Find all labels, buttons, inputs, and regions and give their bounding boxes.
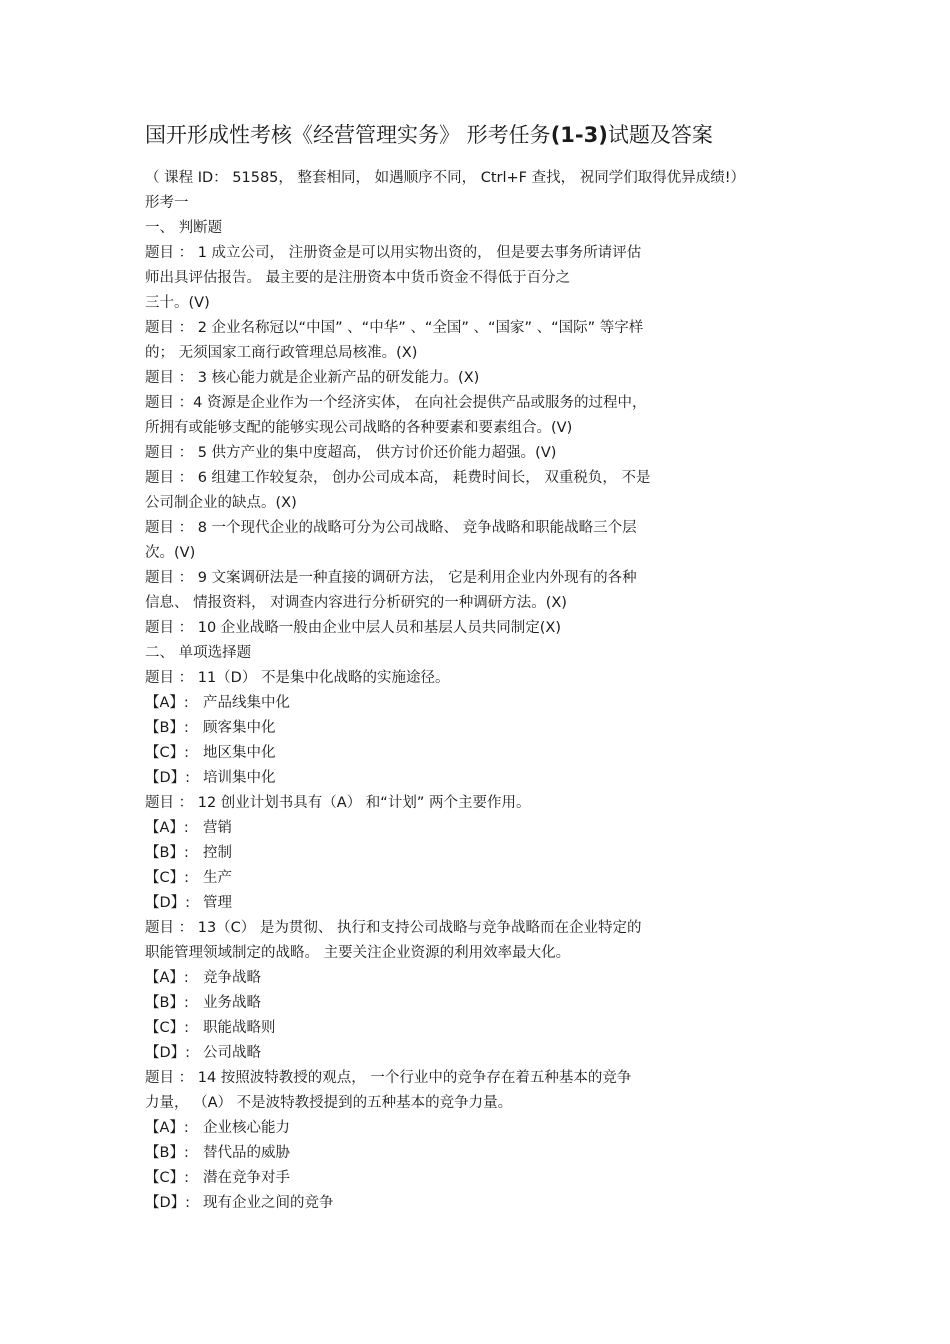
text-line (145, 916, 845, 941)
text-line (145, 941, 845, 966)
answer-option (145, 691, 845, 716)
option-key: 【B】: (145, 720, 189, 736)
text-line (145, 166, 845, 191)
option-key: 【A】: (145, 820, 189, 836)
option-text: 现有企业之间的竞争 (203, 1195, 334, 1211)
text-line (145, 316, 845, 341)
option-key: 【C】: (145, 1170, 190, 1186)
option-text: 企业核心能力 (203, 1120, 290, 1136)
option-key: 【D】: (145, 1195, 191, 1211)
option-text: 竞争战略 (203, 970, 261, 986)
option-key: 【A】: (145, 695, 189, 711)
line-text: 题目 ： 14 按照波特教授的观点， 一个行业中的竞争存在着五种基本的竞争 (145, 1070, 632, 1086)
line-text: 题目 ： 12 创业计划书具有（A） 和“计划” 两个主要作用。 (145, 795, 531, 811)
text-line (145, 266, 845, 291)
option-key: 【A】: (145, 970, 189, 986)
option-text: 业务战略 (203, 995, 261, 1011)
line-text: 题目 ： 1 成立公司， 注册资金是可以用实物出资的， 但是要去事务所请评估 (145, 245, 642, 261)
text-line (145, 666, 845, 691)
answer-option (145, 1016, 845, 1041)
answer-option (145, 966, 845, 991)
line-text: 形考一 (145, 195, 189, 211)
answer-option (145, 766, 845, 791)
text-line (145, 416, 845, 441)
answer-option (145, 866, 845, 891)
text-line (145, 491, 845, 516)
answer-option (145, 1191, 845, 1216)
option-key: 【A】: (145, 1120, 189, 1136)
answer-option (145, 741, 845, 766)
option-text: 地区集中化 (203, 745, 276, 761)
text-line (145, 366, 845, 391)
text-line (145, 591, 845, 616)
option-key: 【C】: (145, 1020, 190, 1036)
option-key: 【B】: (145, 845, 189, 861)
line-text: 信息、 情报资料， 对调查内容进行分析研究的一种调研方法。(X) (145, 595, 567, 611)
answer-option (145, 716, 845, 741)
text-line (145, 216, 845, 241)
option-key: 【C】: (145, 745, 190, 761)
line-text: 力量， （A） 不是波特教授提到的五种基本的竞争力量。 (145, 1095, 513, 1111)
line-text: 所拥有或能够支配的能够实现公司战略的各种要素和要素组合。(V) (145, 420, 573, 436)
line-text: 题目 ： 5 供方产业的集中度超高， 供方讨价还价能力超强。(V) (145, 445, 557, 461)
text-line (145, 191, 845, 216)
option-key: 【B】: (145, 995, 189, 1011)
option-text: 营销 (203, 820, 232, 836)
answer-option (145, 1141, 845, 1166)
answer-option (145, 891, 845, 916)
option-text: 潜在竞争对手 (203, 1170, 290, 1186)
option-text: 公司战略 (203, 1045, 261, 1061)
line-text: 二、 单项选择题 (145, 645, 252, 661)
text-line (145, 566, 845, 591)
line-text: 师出具评估报告。 最主要的是注册资本中货币资金不得低于百分之 (145, 270, 571, 286)
option-key: 【C】: (145, 870, 190, 886)
option-text: 管理 (203, 895, 232, 911)
option-key: 【D】: (145, 1045, 191, 1061)
option-key: 【B】: (145, 1145, 189, 1161)
title-bold: (1-3) (550, 123, 608, 147)
line-text: 题目 ： 10 企业战略一般由企业中层人员和基层人员共同制定(X) (145, 620, 562, 636)
text-line (145, 541, 845, 566)
line-text: 一、 判断题 (145, 220, 223, 236)
text-line (145, 291, 845, 316)
option-text: 产品线集中化 (203, 695, 290, 711)
line-text: 题目 ： 9 文案调研法是一种直接的调研方法， 它是利用企业内外现有的各种 (145, 570, 637, 586)
line-text: 题目 ： 11（D） 不是集中化战略的实施途径。 (145, 670, 450, 686)
title-prefix: 国开形成性考核《经营管理实务》 形考任务 (145, 123, 551, 147)
option-text: 生产 (203, 870, 232, 886)
text-line (145, 1091, 845, 1116)
document-title (145, 118, 713, 152)
line-text: 题目 ： 2 企业名称冠以“中国” 、“中华” 、“全国” 、“国家” 、“国际” 等字样 (145, 320, 644, 336)
text-line (145, 641, 845, 666)
answer-option (145, 991, 845, 1016)
option-text: 顾客集中化 (203, 720, 276, 736)
text-line (145, 391, 845, 416)
title-suffix: 试题及答案 (607, 123, 713, 147)
line-text: 题目 ： 6 组建工作较复杂， 创办公司成本高， 耗费时间长， 双重税负， 不是 (145, 470, 651, 486)
text-line (145, 241, 845, 266)
answer-option (145, 816, 845, 841)
answer-option (145, 1116, 845, 1141)
option-text: 控制 (203, 845, 232, 861)
line-text: 公司制企业的缺点。(X) (145, 495, 297, 511)
text-line (145, 616, 845, 641)
text-line (145, 791, 845, 816)
option-key: 【D】: (145, 895, 191, 911)
line-text: 题目 ：4 资源是企业作为一个经济实体， 在向社会提供产品或服务的过程中， (145, 395, 647, 411)
text-line (145, 441, 845, 466)
option-text: 培训集中化 (203, 770, 276, 786)
answer-option (145, 841, 845, 866)
answer-option (145, 1041, 845, 1066)
line-text: 题目 ： 3 核心能力就是企业新产品的研发能力。(X) (145, 370, 480, 386)
option-text: 替代品的威胁 (203, 1145, 290, 1161)
text-line (145, 516, 845, 541)
document-body (145, 166, 845, 1216)
line-text: 职能管理领域制定的战略。 主要关注企业资源的利用效率最大化。 (145, 945, 571, 961)
text-line (145, 466, 845, 491)
answer-option (145, 1166, 845, 1191)
line-text: 题目 ： 13（C） 是为贯彻、 执行和支持公司战略与竞争战略而在企业特定的 (145, 920, 642, 936)
text-line (145, 1066, 845, 1091)
line-text: 题目 ： 8 一个现代企业的战略可分为公司战略、 竞争战略和职能战略三个层 (145, 520, 637, 536)
option-text: 职能战略则 (203, 1020, 276, 1036)
text-line (145, 341, 845, 366)
line-text: 次。(V) (145, 545, 196, 561)
line-text: 的； 无须国家工商行政管理总局核准。(X) (145, 345, 418, 361)
line-text: （ 课程 ID： 51585， 整套相同， 如遇顺序不同， Ctrl+F 查找， 祝同学们取得优异成绩!） (145, 170, 746, 186)
line-text: 三十。(V) (145, 295, 210, 311)
option-key: 【D】: (145, 770, 191, 786)
